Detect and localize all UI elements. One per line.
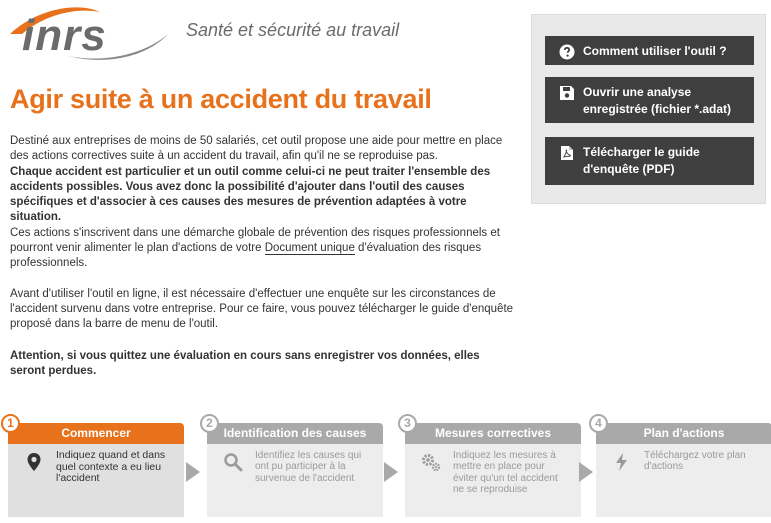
step-arrow-icon	[579, 462, 593, 482]
map-pin-icon	[24, 452, 44, 472]
approach-text-end: d'évaluation des risques professionnels.	[10, 242, 482, 270]
site-tagline: Santé et sécurité au travail	[186, 20, 400, 40]
step-title: Mesures correctives	[405, 423, 581, 444]
help-button-label: Comment utiliser l'outil ?	[583, 44, 727, 58]
help-button[interactable]	[545, 36, 754, 65]
search-icon	[223, 452, 243, 472]
step-number-badge: 1	[1, 414, 20, 433]
tools-panel	[531, 14, 766, 204]
step-description: Téléchargez votre plan d'actions	[644, 450, 746, 473]
open-analysis-label: Ouvrir une analyse enregistrée (fichier *.adat)	[583, 85, 732, 116]
intro-paragraph-specific: Chaque accident est particulier et un outil comme celui-ci ne peut traiter l'ensemble des accidents possibles. Vous avez donc la possibilité d'ajouter dans l'outil des causes spécifiques et d'associer à ces causes des mesures de prévention adaptées à votre situation.	[10, 165, 491, 224]
warning-message: Attention, si vous quittez une évaluation en cours sans enregistrer vos données, elles seront perdues.	[10, 349, 480, 377]
logo-wordmark: inrs	[22, 11, 107, 60]
step-title: Commencer	[8, 423, 184, 444]
intro-content	[10, 134, 518, 379]
intro-paragraph-investigation: Avant d'utiliser l'outil en ligne, il est nécessaire d'effectuer une enquête sur les circonstances de l'accident survenu dans votre entreprise. Pour ce faire, vous pouvez télécharger le guide d'enquête proposé dans la barre de menu de l'outil.	[10, 287, 514, 331]
step-arrow-icon	[384, 462, 398, 482]
step-mesures-correctives[interactable]	[404, 416, 581, 517]
step-description: Identifiez les causes qui ont pu participer à la survenue de l'accident	[255, 450, 362, 484]
gears-icon	[421, 452, 441, 472]
open-analysis-button[interactable]	[545, 77, 754, 123]
step-identification-causes[interactable]	[206, 416, 383, 517]
download-guide-label: Télécharger le guide d'enquête (PDF)	[583, 145, 700, 176]
lightning-icon	[612, 452, 632, 472]
step-plan-actions[interactable]	[595, 416, 771, 517]
step-arrow-icon	[186, 462, 200, 482]
step-title: Identification des causes	[207, 423, 383, 444]
approach-text: Ces actions s'inscrivent dans une démarche globale de prévention des risques professionnels et pourront venir alimenter le plan d'actions de votre	[10, 226, 500, 255]
intro-paragraph-audience: Destiné aux entreprises de moins de 50 salariés, cet outil propose une aide pour mettre en place des actions correctives suite à un accident du travail, afin qu'il ne se reproduise pas.	[10, 135, 503, 163]
intro-paragraph-approach	[10, 226, 518, 272]
step-title: Plan d'actions	[596, 423, 771, 444]
step-number-badge: 4	[589, 414, 608, 433]
save-icon	[559, 85, 575, 101]
download-guide-button[interactable]	[545, 137, 754, 185]
pdf-file-icon	[559, 145, 575, 161]
document-unique-link[interactable]: Document unique	[264, 242, 355, 255]
question-icon	[559, 44, 575, 60]
step-description: Indiquez quand et dans quel contexte a eu lieu l'accident	[56, 449, 166, 484]
step-description: Indiquez les mesures à mettre en place pour éviter qu'un tel accident ne se reproduise	[453, 450, 558, 495]
inrs-logo[interactable]	[8, 4, 178, 64]
step-number-badge: 2	[200, 414, 219, 433]
step-number-badge: 3	[398, 414, 417, 433]
step-commencer[interactable]	[7, 416, 184, 517]
page-title: Agir suite à un accident du travail	[10, 84, 432, 114]
